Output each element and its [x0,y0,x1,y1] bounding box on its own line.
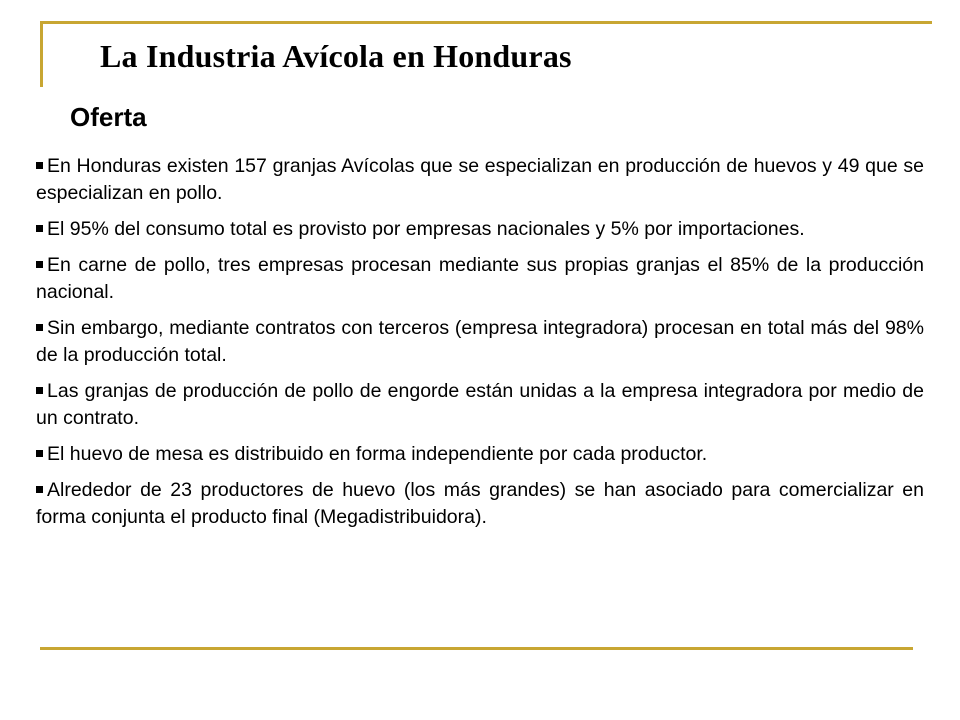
bullet-item [36,216,924,243]
slide-title: La Industria Avícola en Honduras [100,38,572,74]
slide-subtitle: Oferta [70,102,147,132]
square-bullet-icon [36,261,43,268]
bullet-text: Sin embargo, mediante contratos con terceros (empresa integradora) procesan en total más del 98% de la producción total. [36,317,924,366]
bullet-text: Alrededor de 23 productores de huevo (los más grandes) se han asociado para comercializar en forma conjunta el producto final (Megadistribuidora). [36,479,924,528]
bullet-item [36,315,924,369]
bullet-list [36,153,924,540]
bullet-text: El 95% del consumo total es provisto por empresas nacionales y 5% por importaciones. [47,218,805,240]
bullet-text: El huevo de mesa es distribuido en forma independiente por cada productor. [47,443,708,465]
left-divider [40,21,43,87]
bottom-divider [40,647,913,650]
square-bullet-icon [36,225,43,232]
top-divider [40,21,932,24]
bullet-text: En Honduras existen 157 granjas Avícolas que se especializan en producción de huevos y 49 que se especializan en pollo. [36,155,924,204]
bullet-item [36,252,924,306]
square-bullet-icon [36,162,43,169]
square-bullet-icon [36,450,43,457]
bullet-text: En carne de pollo, tres empresas procesan mediante sus propias granjas el 85% de la producción nacional. [36,254,924,303]
bullet-item [36,441,924,468]
bullet-item [36,477,924,531]
bullet-item [36,378,924,432]
bullet-item [36,153,924,207]
square-bullet-icon [36,387,43,394]
square-bullet-icon [36,486,43,493]
bullet-text: Las granjas de producción de pollo de engorde están unidas a la empresa integradora por medio de un contrato. [36,380,924,429]
square-bullet-icon [36,324,43,331]
